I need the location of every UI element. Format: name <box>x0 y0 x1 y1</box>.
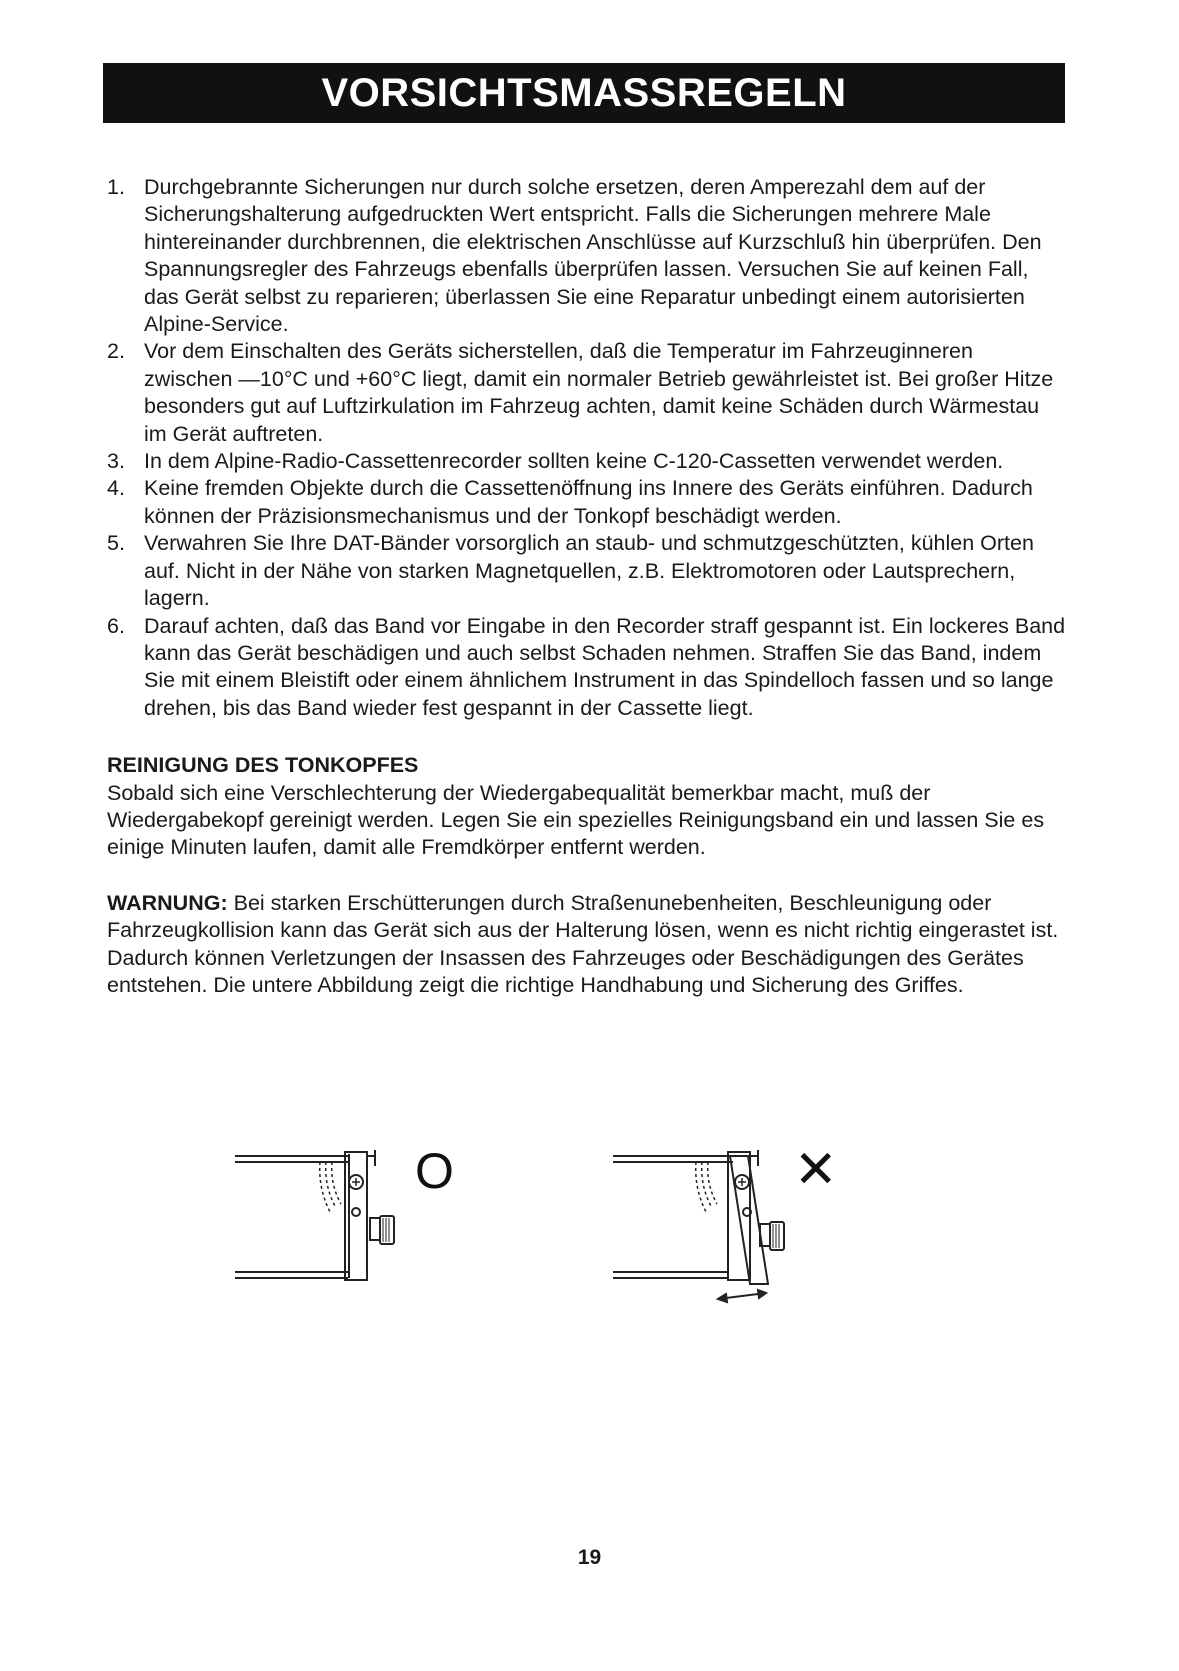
list-item-number: 6. <box>107 613 125 638</box>
incorrect-mounting-figure <box>608 1140 848 1320</box>
document-body <box>107 174 1067 999</box>
list-item <box>107 475 1067 530</box>
list-item <box>107 338 1067 448</box>
correct-mounting-figure <box>230 1140 470 1295</box>
page-number: 19 <box>577 1546 602 1569</box>
list-item-number: 1. <box>107 175 125 199</box>
page-title-banner <box>103 63 1065 123</box>
list-item <box>107 174 1067 338</box>
precautions-list <box>107 174 1067 722</box>
warning-label: WARNUNG: <box>107 890 228 915</box>
page-title: VORSICHTSMASSREGELN <box>321 70 847 115</box>
list-item-number: 5. <box>107 531 125 556</box>
list-item-text: Keine fremden Objekte durch die Cassettenöffnung ins Innere des Geräts einführen. Dadurch können der Präzisionsmechanismus und der Tonkopf beschädigt werden. <box>144 476 1033 528</box>
list-item-text: Vor dem Einschalten des Geräts sicherstellen, daß die Temperatur im Fahrzeuginneren zwischen —10°C und +60°C liegt, damit ein normaler Betrieb gewährleistet ist. Bei großer Hitze besonders gut auf Luftzirkulation im Fahrzeug achten, damit keine Schäden durch Wärmestau im Gerät auftreten. <box>144 339 1054 446</box>
list-item-number: 2. <box>107 339 125 364</box>
correct-mark: O <box>415 1143 454 1199</box>
list-item <box>107 530 1067 612</box>
warning-paragraph <box>107 890 1067 1000</box>
warning-text: Bei starken Erschütterungen durch Straßenunebenheiten, Beschleunigung oder Fahrzeugkollision kann das Gerät sich aus der Halterung lösen, wenn es nicht richtig eingerastet ist. Dadurch können Verletzungen der Insassen des Fahrzeuges oder Beschädigungen des Gerätes entstehen. Die untere Abbildung zeigt die richtige Handhabung und Sicherung des Griffes. <box>107 890 1059 997</box>
list-item-text: Durchgebrannte Sicherungen nur durch solche ersetzen, deren Amperezahl dem auf der Sicherungshalterung aufgedruckten Wert entspricht. Falls die Sicherungen mehrere Male hintereinander durchbrennen, die elektrischen Anschlüsse auf Kurzschluß hin überprüfen. Den Spannungsregler des Fahrzeugs ebenfalls überprüfen lassen. Versuchen Sie auf keinen Fall, das Gerät selbst zu reparieren; überlassen Sie eine Reparatur unbedingt einem autorisierten Alpine-Service. <box>144 175 1042 337</box>
list-item <box>107 613 1067 723</box>
wrong-mark: ✕ <box>794 1140 838 1200</box>
list-item <box>107 448 1067 475</box>
list-item-text: Verwahren Sie Ihre DAT-Bänder vorsorglich an staub- und schmutzgeschützten, kühlen Orten auf. Nicht in der Nähe von starken Magnetquellen, z.B. Elektromotoren oder Lautsprechern, lagern. <box>144 531 1034 611</box>
list-item-number: 3. <box>107 449 125 474</box>
list-item-number: 4. <box>107 476 125 501</box>
cleaning-heading: REINIGUNG DES TONKOPFES <box>107 753 419 778</box>
cleaning-paragraph: Sobald sich eine Verschlechterung der Wiedergabequalität bemerkbar macht, muß der Wiedergabekopf gereinigt werden. Legen Sie ein spezielles Reinigungsband ein und lassen Sie es einige Minuten laufen, damit alle Fremdkörper entfernt werden. <box>107 780 1045 860</box>
list-item-text: In dem Alpine-Radio-Cassettenrecorder sollten keine C-120-Cassetten verwendet werden. <box>144 449 1004 474</box>
list-item-text: Darauf achten, daß das Band vor Eingabe in den Recorder straff gespannt ist. Ein lockeres Band kann das Gerät beschädigen und auch selbst Schaden nehmen. Straffen Sie das Band, indem Sie mit einem Bleistift oder einem ähnlichem Instrument in das Spindelloch fassen und so lange drehen, bis das Band wieder fest gespannt in der Cassette liegt. <box>144 613 1066 720</box>
